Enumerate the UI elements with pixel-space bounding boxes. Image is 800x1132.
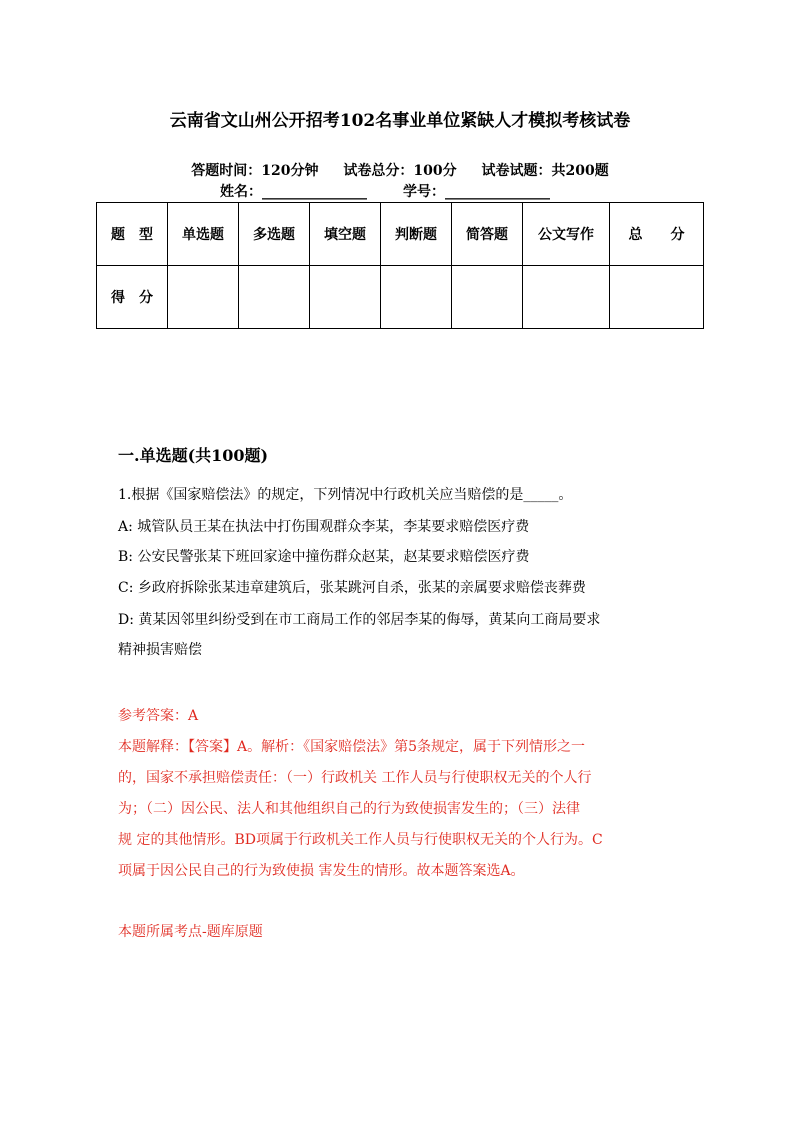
explanation-line: 项属于因公民自己的行为致使损 害发生的情形。故本题答案选A。 xyxy=(118,863,525,879)
header-cell-short-answer: 简答题 xyxy=(452,203,523,266)
header-cell-total: 总 分 xyxy=(610,203,704,266)
option-d-continued: 精神损害赔偿 xyxy=(118,642,202,658)
score-row-label: 得 分 xyxy=(97,266,168,329)
score-table xyxy=(96,202,704,329)
exam-info-line xyxy=(0,160,800,180)
header-cell-fill-blank: 填空题 xyxy=(310,203,381,266)
exam-total-score: 试卷总分：100分 xyxy=(343,163,457,179)
header-cell-document-writing: 公文写作 xyxy=(523,203,610,266)
explanation-line: 本题解释：【答案】A。解析：《国家赔偿法》第5条规定，属于下列情形之一 xyxy=(118,739,586,755)
score-cell xyxy=(381,266,452,329)
student-id-field: 学号：_______________ xyxy=(403,184,550,200)
header-cell-true-false: 判断题 xyxy=(381,203,452,266)
option-c: C: 乡政府拆除张某违章建筑后，张某跳河自杀，张某的亲属要求赔偿丧葬费 xyxy=(118,580,586,596)
option-a: A: 城管队员王某在执法中打伤围观群众李某，李某要求赔偿医疗费 xyxy=(118,519,530,535)
option-b: B: 公安民警张某下班回家途中撞伤群众赵某，赵某要求赔偿医疗费 xyxy=(118,549,530,565)
student-name-field: 姓名：_______________ xyxy=(220,184,367,200)
option-d: D: 黄某因邻里纠纷受到在市工商局工作的邻居李某的侮辱，黄某向工商局要求 xyxy=(118,612,601,628)
exam-time: 答题时间：120分钟 xyxy=(191,163,319,179)
score-cell xyxy=(310,266,381,329)
explanation-line: 规 定的其他情形。BD项属于行政机关工作人员与行使职权无关的个人行为。C xyxy=(118,832,603,848)
score-cell xyxy=(610,266,704,329)
header-cell-multi-choice: 多选题 xyxy=(239,203,310,266)
score-table-score-row xyxy=(97,266,704,329)
explanation-line: 为；（二）因公民、法人和其他组织自己的行为致使损害发生的；（三）法律 xyxy=(118,801,580,817)
page-title: 云南省文山州公开招考102名事业单位紧缺人才模拟考核试卷 xyxy=(169,111,631,131)
exam-question-count: 试卷试题：共200题 xyxy=(481,163,609,179)
score-cell xyxy=(168,266,239,329)
score-cell xyxy=(239,266,310,329)
score-cell xyxy=(523,266,610,329)
question-stem: 1.根据《国家赔偿法》的规定，下列情况中行政机关应当赔偿的是_____。 xyxy=(118,487,573,503)
score-table-header-row xyxy=(97,203,704,266)
explanation-line: 的，国家不承担赔偿责任：（一）行政机关 工作人员与行使职权无关的个人行 xyxy=(118,770,592,786)
student-info-line xyxy=(220,181,550,201)
header-cell-type: 题 型 xyxy=(97,203,168,266)
topic-tag: 本题所属考点-题库原题 xyxy=(118,924,263,940)
section-heading: 一.单选题(共100题) xyxy=(118,446,269,465)
reference-answer: 参考答案：A xyxy=(118,708,199,724)
score-cell xyxy=(452,266,523,329)
header-cell-single-choice: 单选题 xyxy=(168,203,239,266)
